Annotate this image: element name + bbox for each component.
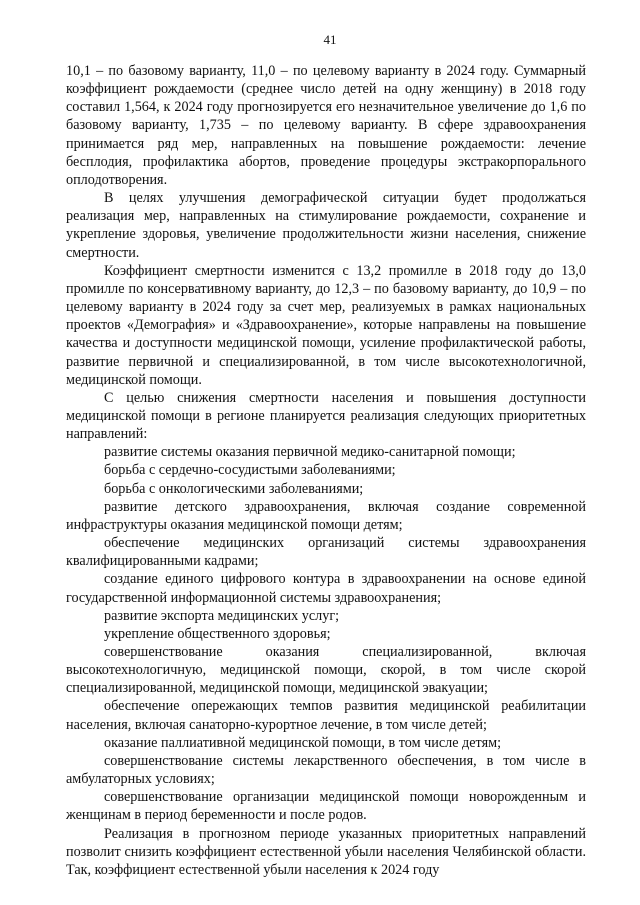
list-item: обеспечение медицинских организаций системы здравоохранения квалифицированными кадрами; — [66, 535, 586, 570]
paragraph-birth-rate: 10,1 – по базовому варианту, 11,0 – по целевому варианту в 2024 году. Суммарный коэффициент рождаемости (среднее число детей на одну женщину) в 2018 году составил 1,564, к 2024 году прогнозируется его незначительное увеличение до 1,6 по базовому варианту, 1,735 – по целевому варианту. В сфере здравоохранения принимается ряд мер, направленных на повышение рождаемости: лечение бесплодия, профилактика абортов, проведение процедуры экстракорпорального оплодотворения. — [66, 63, 586, 188]
list-item: совершенствование системы лекарственного обеспечения, в том числе в амбулаторных условиях; — [66, 752, 586, 788]
list-item: оказание паллиативной медицинской помощи, в том числе детям; — [104, 734, 502, 751]
list-item: развитие экспорта медицинских услуг; — [104, 607, 340, 624]
list-item: развитие детского здравоохранения, включая создание современной инфраструктуры оказания медицинской помощи детям; — [66, 498, 586, 533]
list-item: укрепление общественного здоровья; — [104, 625, 331, 642]
paragraph-mortality-rate: Коэффициент смертности изменится с 13,2 промилле в 2018 году до 13,0 промилле по консервативному варианту, до 12,3 – по базовому варианту, до 10,9 – по целевому варианту в 2024 году за счет мер, реализуемых в рамках национальных проектов «Демография» и «Здравоохранение», которые направлены на повышение качества и доступности медицинской помощи, усиление профилактической работы, развитие первичной и специализированной, в том числе высокотехнологичной, медицинской помощи. — [66, 262, 586, 388]
list-item: создание единого цифрового контура в здравоохранении на основе единой государственной информационной системы здравоохранения; — [66, 571, 586, 606]
priority-list — [66, 443, 586, 824]
list-item: совершенствование оказания специализированной, включая высокотехнологичную, медицинской помощи, скорой, в том числе скорой специализированной, медицинской помощи, медицинской эвакуации; — [66, 644, 586, 697]
page-number: 41 — [323, 32, 337, 47]
document-page — [66, 32, 586, 879]
paragraph-closing: Реализация в прогнозном периоде указанных приоритетных направлений позволит снизить коэффициент естественной убыли населения Челябинской области. Так, коэффициент естественной убыли населения к 2024 году — [66, 825, 586, 878]
list-item: борьба с сердечно-сосудистыми заболеваниями; — [104, 462, 396, 479]
list-item: совершенствование организации медицинской помощи новорожденным и женщинам в период беременности и после родов. — [66, 789, 586, 824]
list-item: борьба с онкологическими заболеваниями; — [104, 480, 364, 497]
list-item: обеспечение опережающих темпов развития медицинской реабилитации населения, включая санаторно-курортное лечение, в том числе детей; — [66, 698, 586, 733]
paragraph-priority-intro: С целью снижения смертности населения и повышения доступности медицинской помощи в регионе планируется реализация следующих приоритетных направлений: — [66, 389, 586, 443]
paragraph-demographic-measures: В целях улучшения демографической ситуации будет продолжаться реализация мер, направленных на стимулирование рождаемости, сохранение и укрепление здоровья, увеличение продолжительности жизни населения, снижение смертности. — [66, 190, 586, 261]
list-item: развитие системы оказания первичной медико-санитарной помощи; — [104, 444, 516, 461]
